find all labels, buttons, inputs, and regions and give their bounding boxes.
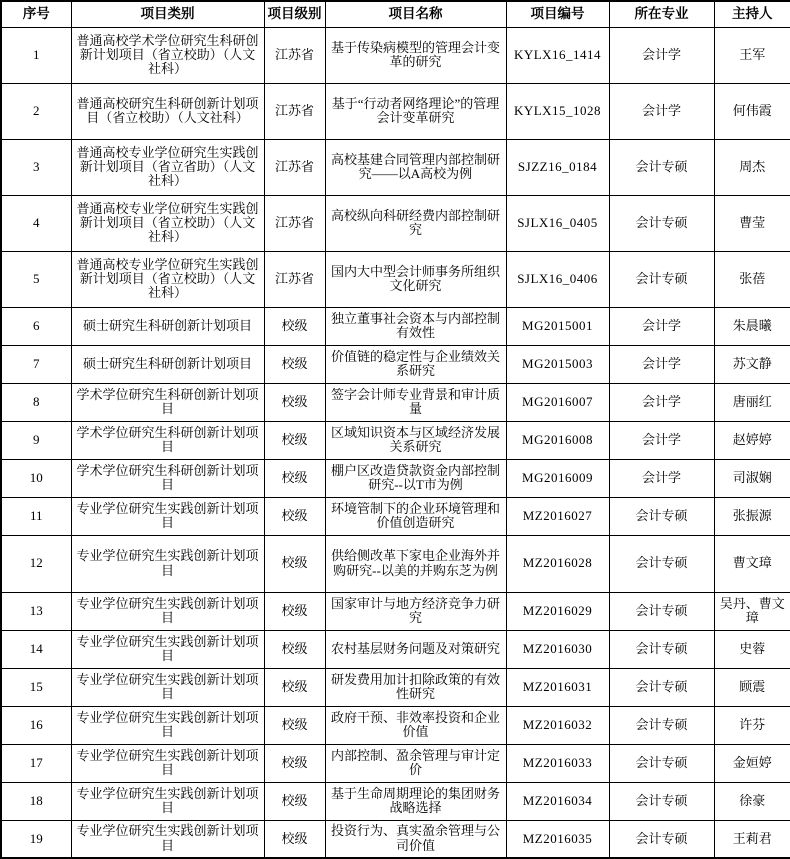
- table-row: [1, 251, 790, 307]
- cell-project-level: 校级: [264, 592, 325, 630]
- cell-project-category: 专业学位研究生实践创新计划项目: [71, 706, 264, 744]
- cell-project-category: 专业学位研究生实践创新计划项目: [71, 744, 264, 782]
- cell-major: 会计专硕: [609, 195, 714, 251]
- cell-project-code: MZ2016035: [506, 820, 609, 858]
- cell-seq-no: 19: [1, 820, 71, 858]
- cell-seq-no: 17: [1, 744, 71, 782]
- header-project-name: 项目名称: [325, 1, 506, 27]
- cell-leader: 曹莹: [714, 195, 790, 251]
- cell-project-name: 基于“行动者网络理论”的管理会计变革研究: [325, 83, 506, 139]
- table-row: [1, 421, 790, 459]
- cell-leader: 金姮婷: [714, 744, 790, 782]
- cell-project-category: 普通高校专业学位研究生实践创新计划项目（省立省助）（人文社科）: [71, 139, 264, 195]
- cell-project-name: 政府干预、非效率投资和企业价值: [325, 706, 506, 744]
- cell-project-category: 硕士研究生科研创新计划项目: [71, 307, 264, 345]
- cell-leader: 司淑娴: [714, 459, 790, 497]
- cell-seq-no: 3: [1, 139, 71, 195]
- cell-project-category: 硕士研究生科研创新计划项目: [71, 345, 264, 383]
- cell-project-category: 专业学位研究生实践创新计划项目: [71, 535, 264, 592]
- cell-project-name: 国内大中型会计师事务所组织文化研究: [325, 251, 506, 307]
- table-row: [1, 307, 790, 345]
- cell-project-name: 棚户区改造贷款资金内部控制研究--以T市为例: [325, 459, 506, 497]
- cell-major: 会计专硕: [609, 820, 714, 858]
- table-row: [1, 820, 790, 858]
- cell-major: 会计专硕: [609, 668, 714, 706]
- cell-major: 会计专硕: [609, 630, 714, 668]
- cell-project-category: 普通高校专业学位研究生实践创新计划项目（省立校助）（人文社科）: [71, 195, 264, 251]
- cell-project-level: 校级: [264, 630, 325, 668]
- cell-project-category: 普通高校研究生科研创新计划项目（省立校助）（人文社科）: [71, 83, 264, 139]
- cell-project-code: MZ2016034: [506, 782, 609, 820]
- cell-project-level: 校级: [264, 535, 325, 592]
- cell-major: 会计学: [609, 421, 714, 459]
- cell-project-code: MZ2016033: [506, 744, 609, 782]
- cell-seq-no: 11: [1, 497, 71, 535]
- cell-project-category: 学术学位研究生科研创新计划项目: [71, 459, 264, 497]
- header-project-category: 项目类别: [71, 1, 264, 27]
- table-row: [1, 744, 790, 782]
- cell-seq-no: 13: [1, 592, 71, 630]
- cell-leader: 朱晨曦: [714, 307, 790, 345]
- cell-seq-no: 6: [1, 307, 71, 345]
- cell-seq-no: 12: [1, 535, 71, 592]
- cell-project-category: 专业学位研究生实践创新计划项目: [71, 592, 264, 630]
- cell-project-code: MZ2016027: [506, 497, 609, 535]
- cell-seq-no: 10: [1, 459, 71, 497]
- cell-project-name: 独立董事社会资本与内部控制有效性: [325, 307, 506, 345]
- cell-project-level: 江苏省: [264, 195, 325, 251]
- cell-project-code: SJLX16_0405: [506, 195, 609, 251]
- header-major: 所在专业: [609, 1, 714, 27]
- cell-project-name: 基于生命周期理论的集团财务战略选择: [325, 782, 506, 820]
- cell-seq-no: 14: [1, 630, 71, 668]
- header-seq-no: 序号: [1, 1, 71, 27]
- cell-project-name: 签字会计师专业背景和审计质量: [325, 383, 506, 421]
- cell-project-code: MG2015001: [506, 307, 609, 345]
- cell-leader: 王莉君: [714, 820, 790, 858]
- cell-project-name: 高校基建合同管理内部控制研究——以A高校为例: [325, 139, 506, 195]
- cell-seq-no: 8: [1, 383, 71, 421]
- cell-project-name: 区域知识资本与区域经济发展关系研究: [325, 421, 506, 459]
- cell-seq-no: 7: [1, 345, 71, 383]
- table-body: [1, 27, 790, 858]
- cell-project-code: MZ2016032: [506, 706, 609, 744]
- cell-project-level: 校级: [264, 383, 325, 421]
- table-row: [1, 706, 790, 744]
- cell-project-code: MZ2016030: [506, 630, 609, 668]
- cell-leader: 曹文璋: [714, 535, 790, 592]
- cell-project-code: SJZZ16_0184: [506, 139, 609, 195]
- cell-project-level: 江苏省: [264, 83, 325, 139]
- cell-major: 会计专硕: [609, 251, 714, 307]
- cell-project-category: 专业学位研究生实践创新计划项目: [71, 630, 264, 668]
- cell-project-level: 校级: [264, 307, 325, 345]
- cell-leader: 顾震: [714, 668, 790, 706]
- table-row: [1, 459, 790, 497]
- cell-leader: 周杰: [714, 139, 790, 195]
- table-row: [1, 668, 790, 706]
- cell-project-category: 学术学位研究生科研创新计划项目: [71, 383, 264, 421]
- cell-major: 会计专硕: [609, 535, 714, 592]
- header-project-level: 项目级别: [264, 1, 325, 27]
- cell-leader: 王军: [714, 27, 790, 83]
- cell-project-level: 校级: [264, 744, 325, 782]
- cell-project-category: 专业学位研究生实践创新计划项目: [71, 668, 264, 706]
- cell-project-category: 专业学位研究生实践创新计划项目: [71, 782, 264, 820]
- cell-major: 会计专硕: [609, 744, 714, 782]
- cell-project-code: MG2016007: [506, 383, 609, 421]
- cell-major: 会计学: [609, 459, 714, 497]
- table-row: [1, 535, 790, 592]
- header-leader: 主持人: [714, 1, 790, 27]
- cell-project-code: MG2016009: [506, 459, 609, 497]
- cell-leader: 唐丽红: [714, 383, 790, 421]
- cell-leader: 张蓓: [714, 251, 790, 307]
- table-row: [1, 497, 790, 535]
- cell-major: 会计专硕: [609, 706, 714, 744]
- table-header-row: [1, 1, 790, 27]
- cell-seq-no: 15: [1, 668, 71, 706]
- cell-leader: 徐豪: [714, 782, 790, 820]
- cell-seq-no: 1: [1, 27, 71, 83]
- cell-project-code: MG2015003: [506, 345, 609, 383]
- cell-leader: 苏文静: [714, 345, 790, 383]
- cell-seq-no: 9: [1, 421, 71, 459]
- cell-major: 会计学: [609, 345, 714, 383]
- cell-major: 会计专硕: [609, 497, 714, 535]
- header-project-code: 项目编号: [506, 1, 609, 27]
- cell-project-name: 基于传染病模型的管理会计变革的研究: [325, 27, 506, 83]
- cell-project-name: 环境管制下的企业环境管理和价值创造研究: [325, 497, 506, 535]
- cell-major: 会计专硕: [609, 592, 714, 630]
- cell-project-level: 江苏省: [264, 27, 325, 83]
- cell-leader: 赵婷婷: [714, 421, 790, 459]
- table-row: [1, 592, 790, 630]
- cell-major: 会计专硕: [609, 782, 714, 820]
- table-row: [1, 782, 790, 820]
- cell-project-code: MZ2016028: [506, 535, 609, 592]
- cell-project-level: 校级: [264, 345, 325, 383]
- cell-project-level: 江苏省: [264, 251, 325, 307]
- cell-project-level: 校级: [264, 421, 325, 459]
- cell-project-code: MZ2016031: [506, 668, 609, 706]
- cell-project-name: 价值链的稳定性与企业绩效关系研究: [325, 345, 506, 383]
- table-row: [1, 195, 790, 251]
- cell-seq-no: 16: [1, 706, 71, 744]
- cell-project-level: 校级: [264, 668, 325, 706]
- cell-project-name: 研发费用加计扣除政策的有效性研究: [325, 668, 506, 706]
- cell-project-code: MZ2016029: [506, 592, 609, 630]
- cell-project-category: 普通高校学术学位研究生科研创新计划项目（省立校助）（人文社科）: [71, 27, 264, 83]
- cell-major: 会计学: [609, 27, 714, 83]
- cell-project-name: 供给侧改革下家电企业海外并购研究--以美的并购东芝为例: [325, 535, 506, 592]
- cell-project-level: 校级: [264, 706, 325, 744]
- cell-project-category: 专业学位研究生实践创新计划项目: [71, 820, 264, 858]
- cell-project-level: 校级: [264, 820, 325, 858]
- cell-major: 会计专硕: [609, 139, 714, 195]
- cell-project-level: 校级: [264, 782, 325, 820]
- cell-major: 会计学: [609, 307, 714, 345]
- cell-major: 会计学: [609, 383, 714, 421]
- cell-project-name: 内部控制、盈余管理与审计定价: [325, 744, 506, 782]
- table-row: [1, 27, 790, 83]
- cell-major: 会计学: [609, 83, 714, 139]
- table-row: [1, 630, 790, 668]
- cell-project-level: 校级: [264, 497, 325, 535]
- cell-leader: 何伟霞: [714, 83, 790, 139]
- table-row: [1, 83, 790, 139]
- cell-project-level: 江苏省: [264, 139, 325, 195]
- cell-project-name: 农村基层财务问题及对策研究: [325, 630, 506, 668]
- cell-seq-no: 4: [1, 195, 71, 251]
- cell-project-name: 国家审计与地方经济竞争力研究: [325, 592, 506, 630]
- cell-project-code: KYLX15_1028: [506, 83, 609, 139]
- cell-seq-no: 2: [1, 83, 71, 139]
- cell-project-code: SJLX16_0406: [506, 251, 609, 307]
- cell-leader: 史蓉: [714, 630, 790, 668]
- cell-leader: 许芬: [714, 706, 790, 744]
- table-row: [1, 139, 790, 195]
- cell-project-category: 学术学位研究生科研创新计划项目: [71, 421, 264, 459]
- cell-project-code: MG2016008: [506, 421, 609, 459]
- cell-project-name: 高校纵向科研经费内部控制研究: [325, 195, 506, 251]
- table-row: [1, 383, 790, 421]
- cell-project-category: 专业学位研究生实践创新计划项目: [71, 497, 264, 535]
- cell-seq-no: 5: [1, 251, 71, 307]
- cell-leader: 张振源: [714, 497, 790, 535]
- cell-project-category: 普通高校专业学位研究生实践创新计划项目（省立校助）（人文社科）: [71, 251, 264, 307]
- cell-leader: 吴丹、曹文璋: [714, 592, 790, 630]
- cell-project-code: KYLX16_1414: [506, 27, 609, 83]
- cell-seq-no: 18: [1, 782, 71, 820]
- cell-project-name: 投资行为、真实盈余管理与公司价值: [325, 820, 506, 858]
- cell-project-level: 校级: [264, 459, 325, 497]
- table-row: [1, 345, 790, 383]
